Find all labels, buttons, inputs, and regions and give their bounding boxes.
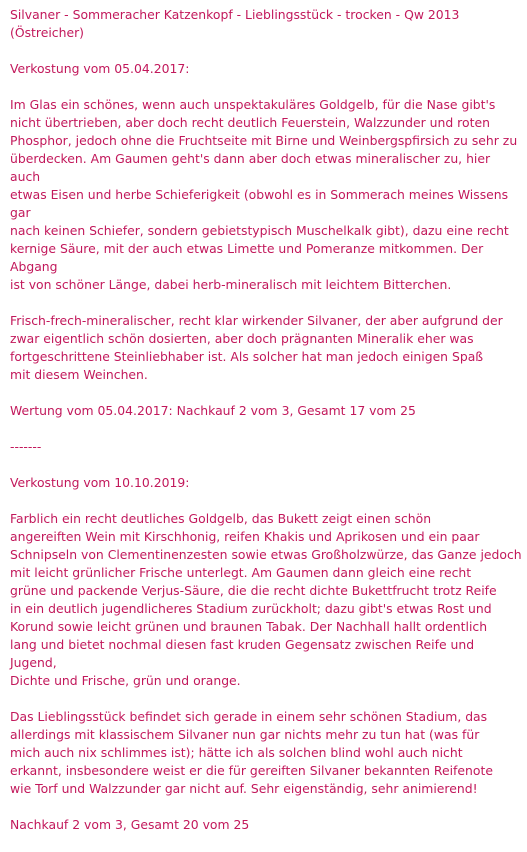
separator: ------- <box>10 439 42 454</box>
tasting-heading-2019: Verkostung vom 10.10.2019: <box>10 475 190 490</box>
tasting-heading-2017: Verkostung vom 05.04.2017: <box>10 61 190 76</box>
rating-2019: Nachkauf 2 vom 3, Gesamt 20 vom 25 <box>10 817 250 832</box>
tasting-paragraph-2019-2: Das Lieblingsstück befindet sich gerade in einem sehr schönen Stadium, das allerdings mit klassischem Silvaner nun gar nichts mehr zu tun hat (was für mich auch nix schlimmes ist); hätte ich als solchen blind wohl auch nicht erkannt, insbesondere weist er die für gereiften Silvaner bekannten Reifenote wie Torf und Walzzunder gar nicht auf. Sehr eigenständig, sehr animierend! <box>10 709 493 796</box>
tasting-paragraph-2019-1: Farblich ein recht deutliches Goldgelb, das Bukett zeigt einen schön angereiften Wein mit Kirschhonig, reifen Khakis und Aprikosen und ein paar Schnipseln von Clementinenzesten sowie etwas Großholzwürze, das Ganze jedoch mit leicht grünlicher Frische unterlegt. Am Gaumen dann gleich eine recht grüne und packende Verjus-Säure, die die recht dichte Bukettfrucht trotz Reife in ein deutlich jugendlicheres Stadium zurückholt; dazu gibt's etwas Rost und Korund sowie leicht grünen und braunen Tabak. Der Nachhall hallt ordentlich lang und bietet nochmal diesen fast kruden Gegensatz zwischen Reife und Jugend, Dichte und Frische, grün und orange. <box>10 511 522 688</box>
tasting-paragraph-2017-1: Im Glas ein schönes, wenn auch unspektakuläres Goldgelb, für die Nase gibt's nicht übertrieben, aber doch recht deutlich Feuerstein, Walzzunder und roten Phosphor, jedoch ohne die Fruchtseite mit Birne und Weinbergspfirsich zu sehr zu überdecken. Am Gaumen geht's dann aber doch etwas mineralischer zu, hier auch etwas Eisen und herbe Schieferigkeit (obwohl es in Sommerach meines Wissens gar nach keinen Schiefer, sondern gebietstypisch Muschelkalk gibt), dazu eine recht kernige Säure, mit der auch etwas Limette und Pomeranze mitkommen. Der Abgang ist von schöner Länge, dabei herb-mineralisch mit leichtem Bitterchen. <box>10 97 518 292</box>
tasting-paragraph-2017-2: Frisch-frech-mineralischer, recht klar wirkender Silvaner, der aber aufgrund der zwar eigentlich schön dosierten, aber doch prägnanten Mineralik eher was fortgeschrittene Steinliebhaber ist. Als solcher hat man jedoch einigen Spaß mit diesem Weinchen. <box>10 313 503 382</box>
tasting-notes-document <box>10 6 522 852</box>
wine-title: Silvaner - Sommeracher Katzenkopf - Lieblingsstück - trocken - Qw 2013 (Östreicher) <box>10 7 460 40</box>
rating-2017: Wertung vom 05.04.2017: Nachkauf 2 vom 3, Gesamt 17 vom 25 <box>10 403 416 418</box>
